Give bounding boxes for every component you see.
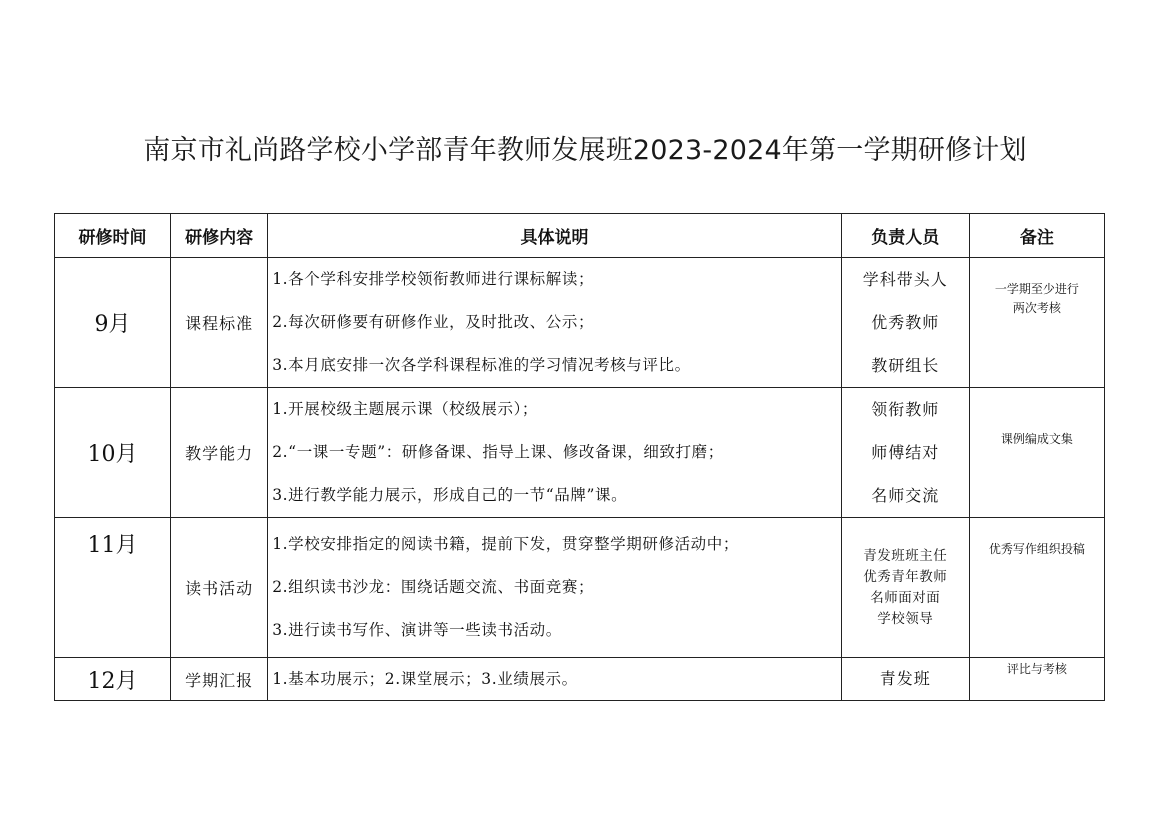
desc-cell <box>268 258 842 388</box>
resp-cell <box>841 518 969 658</box>
note-cell <box>969 658 1104 701</box>
desc-item: 1.开展校级主题展示课（校级展示）； <box>272 400 539 418</box>
month-cell: 11月 <box>55 518 171 658</box>
desc-item: 2.组织读书沙龙：围绕话题交流、书面竞赛； <box>272 578 595 596</box>
month-cell: 10月 <box>55 388 171 518</box>
resp-item: 学科带头人 <box>862 270 948 289</box>
header-desc: 具体说明 <box>268 214 842 258</box>
resp-cell <box>841 658 969 701</box>
note-cell <box>969 258 1104 388</box>
resp-item: 优秀教师 <box>871 313 940 332</box>
month-cell: 12月 <box>55 658 171 701</box>
desc-item: 3.本月底安排一次各学科课程标准的学习情况考核与评比。 <box>272 356 691 374</box>
desc-cell <box>268 518 842 658</box>
note-cell <box>969 518 1104 658</box>
desc-item: 1.基本功展示；2.课堂展示；3.业绩展示。 <box>272 670 578 688</box>
note-text: 一学期至少进行两次考核 <box>994 282 1079 315</box>
resp-item: 青发班 <box>879 669 931 688</box>
desc-item: 3.进行教学能力展示，形成自己的一节“品牌”课。 <box>272 486 628 504</box>
content-cell: 读书活动 <box>171 518 268 658</box>
note-text: 评比与考核 <box>1006 662 1067 676</box>
table-header-row <box>55 214 1105 258</box>
header-note: 备注 <box>969 214 1104 258</box>
table-row <box>55 518 1105 658</box>
desc-item: 1.学校安排指定的阅读书籍，提前下发，贯穿整学期研修活动中； <box>272 535 739 553</box>
desc-cell <box>268 658 842 701</box>
desc-item: 3.进行读书写作、演讲等一些读书活动。 <box>272 621 562 639</box>
page-title: 南京市礼尚路学校小学部青年教师发展班2023-2024年第一学期研修计划 <box>143 135 1027 166</box>
table-row <box>55 658 1105 701</box>
table-row <box>55 388 1105 518</box>
table-row <box>55 258 1105 388</box>
resp-item: 学校领导 <box>877 610 934 627</box>
note-text: 优秀写作组织投稿 <box>988 542 1085 556</box>
plan-table <box>54 213 1105 701</box>
resp-cell <box>841 388 969 518</box>
desc-cell <box>268 388 842 518</box>
resp-cell <box>841 258 969 388</box>
header-content: 研修内容 <box>171 214 268 258</box>
desc-item: 2.每次研修要有研修作业，及时批改、公示； <box>272 313 595 331</box>
content-cell: 教学能力 <box>171 388 268 518</box>
content-cell: 学期汇报 <box>171 658 268 701</box>
resp-item: 名师交流 <box>871 486 940 505</box>
header-resp: 负责人员 <box>841 214 969 258</box>
content-cell: 课程标准 <box>171 258 268 388</box>
resp-item: 名师面对面 <box>870 589 941 606</box>
note-cell <box>969 388 1104 518</box>
header-time: 研修时间 <box>55 214 171 258</box>
desc-item: 1.各个学科安排学校领衔教师进行课标解读； <box>272 270 595 288</box>
resp-item: 青发班班主任 <box>863 547 948 564</box>
resp-item: 师傅结对 <box>871 443 940 462</box>
note-text: 课例编成文集 <box>1000 432 1073 446</box>
resp-item: 领衔教师 <box>871 400 940 419</box>
desc-item: 2.“一课一专题”：研修备课、指导上课、修改备课，细致打磨； <box>272 443 724 461</box>
month-cell: 9月 <box>55 258 171 388</box>
resp-item: 优秀青年教师 <box>863 568 948 585</box>
resp-item: 教研组长 <box>871 356 940 375</box>
